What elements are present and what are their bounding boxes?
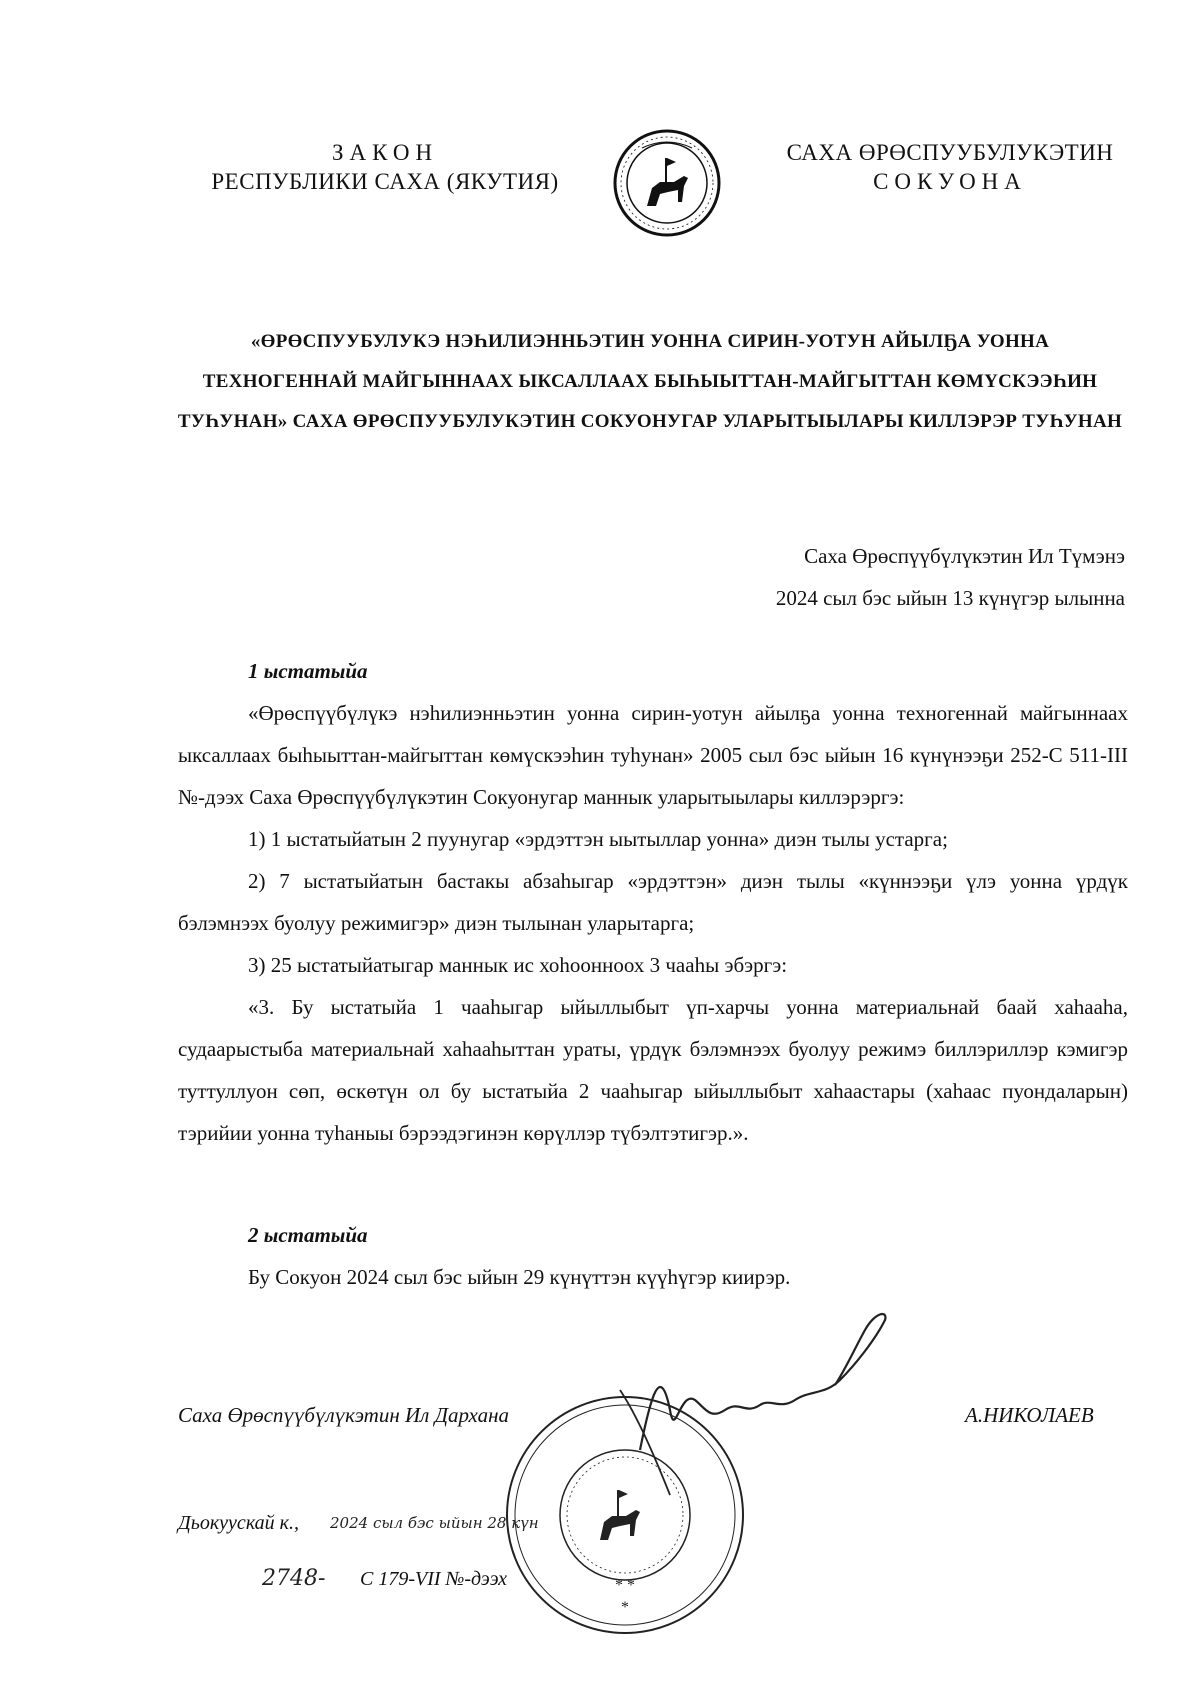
republic-emblem-icon xyxy=(612,128,722,238)
header-left xyxy=(205,138,565,196)
signature-place: Дьокуускай к., xyxy=(178,1512,300,1534)
header-left-line1: ЗАКОН xyxy=(331,140,439,165)
article-1-item-3: 3) 25 ыстатыйатыгар маннык ис хоһоонноох 3 чааһы эбэргэ: xyxy=(248,953,788,977)
header-right xyxy=(760,138,1140,196)
adoption-line2: 2024 сыл бэс ыйын 13 күнүгэр ылынна xyxy=(775,586,1125,610)
adoption-block xyxy=(776,535,1125,619)
article-2-heading: 2 ыстатыйа xyxy=(248,1223,368,1247)
signature-number-handwritten: 2748- xyxy=(262,1566,326,1591)
adoption-line1: Саха Өрөспүүбүлүкэтин Ил Түмэнэ xyxy=(804,544,1125,568)
article-1-quote: «3. Бу ыстатыйа 1 чааһыгар ыйыллыбыт үп-харчы уонна материальнай баай хаһааһа, судаарыстыба материальнай хаһааһыттан ураты, үрдүк бэлэмнээх буолуу режимэ биллэриллэр кэмигэр туттуллуон сөп, өскөтүн ол бу ыстатыйа 2 чааһыгар ыйыллыбыт хаһаастары (хаһаас пуондаларын) тэрийии уонна туһаныы бэрээдэгинэн көрүллэр түбэлтэтигэр.». xyxy=(178,995,1128,1145)
header-right-line2: СОКУОНА xyxy=(873,169,1027,194)
law-title: «ӨРӨСПУУБУЛУКЭ НЭҺИЛИЭННЬЭТИН УОННА СИРИН-УОТУН АЙЫЛҔА УОННА ТЕХНОГЕННАЙ МАЙГЫННААХ ЫКСАЛЛААХ БЫҺЫЫТТАН-МАЙГЫТТАН КӨМҮСКЭЭҺИН ТУҺУНАН» САХА ӨРӨСПУУБУЛУКЭТИН СОКУОНУГАР УЛАРЫТЫЫЛАРЫ КИЛЛЭРЭР ТУҺУНАН xyxy=(177,331,1123,432)
article-2 xyxy=(178,1214,1128,1298)
signature-name: А.НИКОЛАЕВ xyxy=(965,1403,1094,1427)
signature-number: С 179-VII №-дээх xyxy=(360,1568,508,1590)
article-1-item-2: 2) 7 ыстатыйатын бастакы абзаһыгар «эрдэттэн» диэн тылы «күннээҕи үлэ уонна үрдүк бэлэмнээх буолуу режимигэр» диэн тылынан уларытарга; xyxy=(178,869,1128,935)
article-1 xyxy=(178,650,1128,1154)
header-left-line2: РЕСПУБЛИКИ САХА (ЯКУТИЯ) xyxy=(211,169,559,194)
signature-date-handwritten: 2024 сыл бэс ыйын 28 күн xyxy=(330,1514,539,1532)
signature-position: Саха Өрөспүүбүлүкэтин Ил Дархана xyxy=(178,1403,509,1427)
svg-text:*: * xyxy=(621,1599,629,1616)
article-1-intro: «Өрөспүүбүлүкэ нэһилиэнньэтин уонна сирин-уотун айылҕа уонна техногеннай майгыннаах ыксаллаах быһыыттан-майгыттан көмүскээһин туһунан» 2005 сыл бэс ыйын 16 күнүнээҕи 252-С 511-III №-дээх Саха Өрөспүүбүлүкэтин Сокуонугар маннык уларытыылары киллэрэргэ: xyxy=(178,701,1128,809)
handwritten-signature-icon xyxy=(600,1300,890,1500)
svg-text:* *: * * xyxy=(615,1577,635,1594)
header-right-line1: САХА ӨРӨСПУУБУЛУКЭТИН xyxy=(786,140,1114,165)
article-1-heading: 1 ыстатыйа xyxy=(248,659,368,683)
article-1-item-1: 1) 1 ыстатыйатын 2 пуунугар «эрдэттэн ыытыллар уонна» диэн тылы устарга; xyxy=(248,827,948,851)
article-2-text: Бу Сокуон 2024 сыл бэс ыйын 29 күнүттэн күүһүгэр киирэр. xyxy=(248,1265,791,1289)
